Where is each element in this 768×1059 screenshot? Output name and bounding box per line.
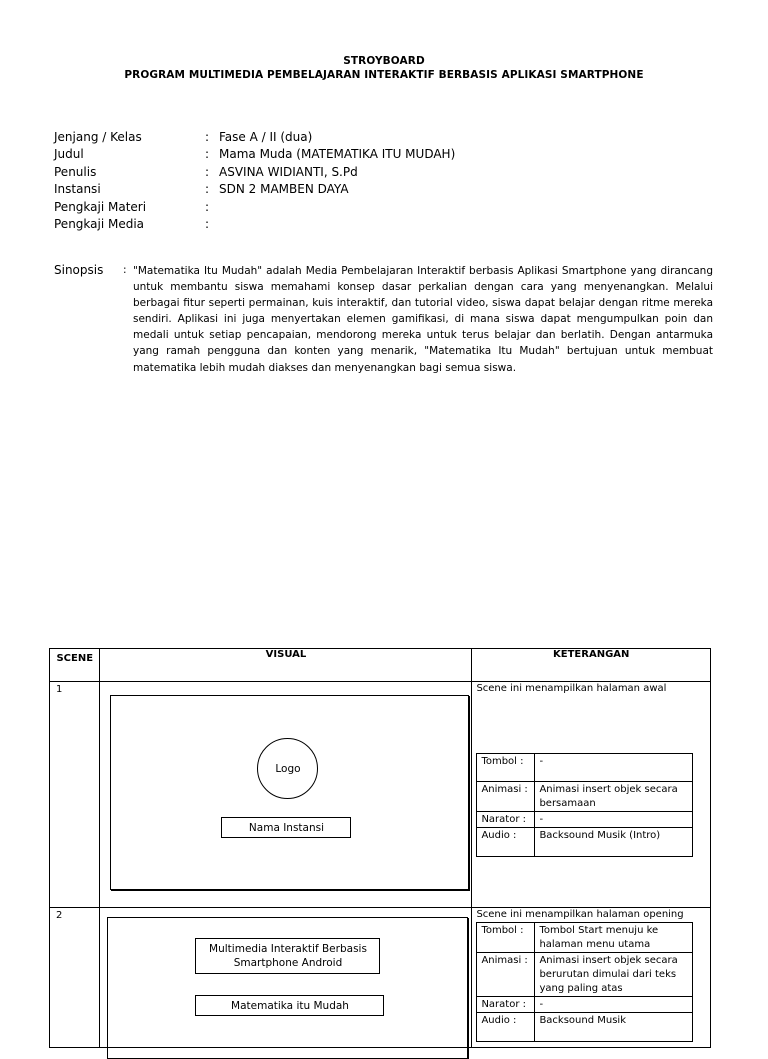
keterangan-cell-scene-1 <box>472 682 711 908</box>
header-visual: VISUAL <box>100 649 472 682</box>
detail-value: Animasi insert objek secara berurutan dimulai dari teks yang paling atas <box>535 953 693 997</box>
meta-row-pengkaji-media <box>54 216 455 233</box>
meta-label: Pengkaji Materi <box>54 199 147 214</box>
detail-row-tombol <box>477 923 693 953</box>
detail-row-audio <box>477 1013 693 1042</box>
meta-label: Pengkaji Media <box>54 216 145 231</box>
detail-key: Animasi : <box>477 953 535 997</box>
header-keterangan: KETERANGAN <box>472 649 711 682</box>
table-row-scene-1 <box>50 682 711 908</box>
logo-label: Logo <box>275 762 301 775</box>
detail-key: Narator : <box>477 812 535 828</box>
table-row-scene-2 <box>50 908 711 1048</box>
meta-row-jenjang <box>54 129 455 146</box>
meta-value: SDN 2 MAMBEN DAYA <box>219 182 349 197</box>
screen-frame <box>107 917 468 1059</box>
detail-key: Tombol : <box>477 754 535 782</box>
meta-separator: : <box>205 147 210 162</box>
meta-value: ASVINA WIDIANTI, S.Pd <box>219 164 358 179</box>
detail-key: Audio : <box>477 1013 535 1042</box>
meta-info <box>54 129 455 233</box>
meta-value: Fase A / II (dua) <box>219 130 313 144</box>
detail-value: Tombol Start menuju ke halaman menu utama <box>535 923 693 953</box>
app-name-box <box>195 995 384 1016</box>
detail-key: Animasi : <box>477 782 535 812</box>
detail-value: Backsound Musik <box>535 1013 693 1042</box>
detail-value: - <box>535 812 693 828</box>
meta-label: Jenjang / Kelas <box>54 130 142 144</box>
meta-row-instansi <box>54 181 455 198</box>
detail-row-narator <box>477 812 693 828</box>
meta-separator: : <box>205 199 210 214</box>
meta-value: Mama Muda (MATEMATIKA ITU MUDAH) <box>219 147 456 162</box>
logo-placeholder <box>257 738 318 799</box>
visual-cell-scene-2 <box>100 908 472 1048</box>
scene-number: 1 <box>56 684 63 695</box>
detail-row-narator <box>477 997 693 1013</box>
meta-label: Instansi <box>54 182 101 197</box>
detail-key: Tombol : <box>477 923 535 953</box>
scene-detail-table <box>476 753 693 857</box>
visual-cell-scene-1 <box>100 682 472 908</box>
meta-separator: : <box>205 182 210 197</box>
keterangan-cell-scene-2 <box>472 908 711 1048</box>
document-subtitle: PROGRAM MULTIMEDIA PEMBELAJARAN INTERAKTIF BERBASIS APLIKASI SMARTPHONE <box>124 69 644 81</box>
scene-description: Scene ini menampilkan halaman opening <box>476 909 684 920</box>
meta-row-pengkaji-materi <box>54 199 455 216</box>
table-header-row <box>50 649 711 682</box>
detail-key: Audio : <box>477 828 535 857</box>
detail-value: - <box>535 754 693 782</box>
scene-number-cell <box>50 908 100 1048</box>
detail-key: Narator : <box>477 997 535 1013</box>
screen-frame <box>110 695 469 890</box>
detail-value: - <box>535 997 693 1013</box>
detail-row-audio <box>477 828 693 857</box>
meta-separator: : <box>205 130 210 144</box>
detail-row-tombol <box>477 754 693 782</box>
synopsis-separator: : <box>123 264 127 276</box>
meta-separator: : <box>205 216 210 231</box>
instansi-label: Nama Instansi <box>248 821 325 834</box>
app-title-label: Multimedia Interaktif Berbasis Smartphone Android <box>209 943 367 969</box>
meta-row-judul <box>54 146 455 163</box>
app-title-box <box>195 938 380 974</box>
meta-separator: : <box>205 164 210 179</box>
scene-detail-table <box>476 922 693 1042</box>
header-scene: SCENE <box>50 649 100 682</box>
meta-label: Judul <box>54 147 84 162</box>
meta-label: Penulis <box>54 164 97 179</box>
storyboard-table <box>49 648 711 1048</box>
synopsis-label: Sinopsis <box>54 263 104 277</box>
document-title: STROYBOARD <box>343 55 425 67</box>
meta-row-penulis <box>54 164 455 181</box>
synopsis-text: "Matematika Itu Mudah" adalah Media Pembelajaran Interaktif berbasis Aplikasi Smartphone yang dirancang untuk membantu siswa memahami konsep dasar perkalian dengan cara yang menyenangkan. Melalui berbagai fitur seperti permainan, kuis interaktif, dan tutorial video, siswa dapat belajar dengan ritme mereka sendiri. Aplikasi ini juga menyertakan elemen gamifikasi, di mana siswa dapat mengumpulkan poin dan medali untuk setiap pencapaian, mendorong mereka untuk terus belajar dan berlatih. Dengan antarmuka yang ramah pengguna dan konten yang menarik, "Matematika Itu Mudah" bertujuan untuk membuat matematika lebih mudah diakses dan menyenangkan bagi semua siswa. <box>133 265 713 374</box>
app-name-label: Matematika itu Mudah <box>231 999 349 1012</box>
detail-row-animasi <box>477 782 693 812</box>
scene-number-cell <box>50 682 100 908</box>
instansi-box <box>221 817 351 838</box>
scene-description: Scene ini menampilkan halaman awal <box>476 683 667 694</box>
detail-row-animasi <box>477 953 693 997</box>
detail-value: Animasi insert objek secara bersamaan <box>535 782 693 812</box>
scene-number: 2 <box>56 910 63 921</box>
detail-value: Backsound Musik (Intro) <box>535 828 693 857</box>
